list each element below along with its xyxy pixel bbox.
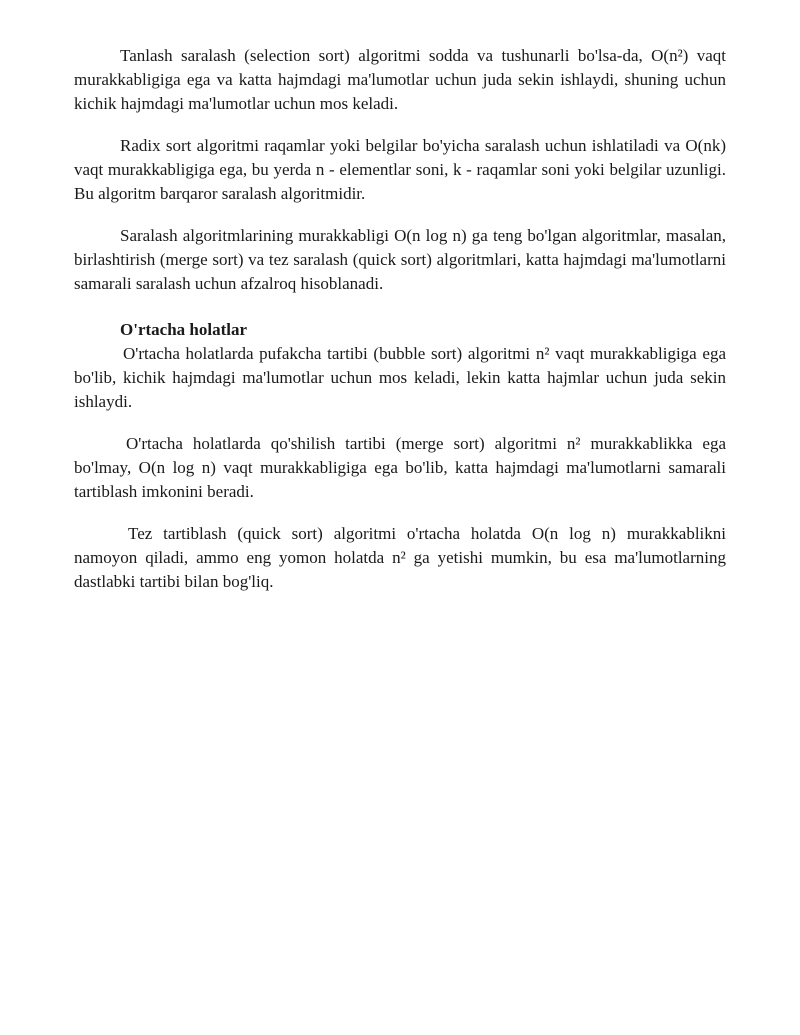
paragraph-selection-sort: Tanlash saralash (selection sort) algoritmi sodda va tushunarli bo'lsa-da, O(n²) vaqt murakkabligiga ega va katta hajmdagi ma'lumotlar uchun juda sekin ishlaydi, shuning uchun kichik hajmdagi ma'lumotlar uchun mos keladi. [74, 46, 726, 113]
paragraph-n-log-n: Saralash algoritmlarining murakkabligi O(n log n) ga teng bo'lgan algoritmlar, masalan, birlashtirish (merge sort) va tez saralash (quick sort) algoritmlari, katta hajmdagi ma'lumotlarni samarali saralash uchun afzalroq hisoblanadi. [74, 226, 726, 293]
section-heading: O'rtacha holatlar [120, 320, 248, 339]
paragraph-merge-sort: O'rtacha holatlarda qo'shilish tartibi (merge sort) algoritmi n² murakkablikka ega bo'lmay, O(n log n) vaqt murakkabligiga ega bo'lib, katta hajmdagi ma'lumotlarni samarali tartiblash imkonini beradi. [74, 434, 726, 501]
paragraph-quick-sort: Tez tartiblash (quick sort) algoritmi o'rtacha holatda O(n log n) murakkablikni namoyon qiladi, ammo eng yomon holatda n² ga yetishi mumkin, bu esa ma'lumotlarning dastlabki tartibi bilan bog'liq. [74, 524, 726, 591]
paragraph-radix-sort: Radix sort algoritmi raqamlar yoki belgilar bo'yicha saralash uchun ishlatiladi va O(nk) vaqt murakkabligiga ega, bu yerda n - elementlar soni, k - raqamlar soni yoki belgilar uzunligi. Bu algoritm barqaror saralash algoritmidir. [74, 136, 726, 203]
paragraph-bubble-sort: O'rtacha holatlarda pufakcha tartibi (bubble sort) algoritmi n² vaqt murakkabligiga ega bo'lib, kichik hajmdagi ma'lumotlar uchun mos keladi, lekin katta hajmlar uchun juda sekin ishlaydi. [74, 344, 726, 411]
document-page [74, 44, 726, 594]
